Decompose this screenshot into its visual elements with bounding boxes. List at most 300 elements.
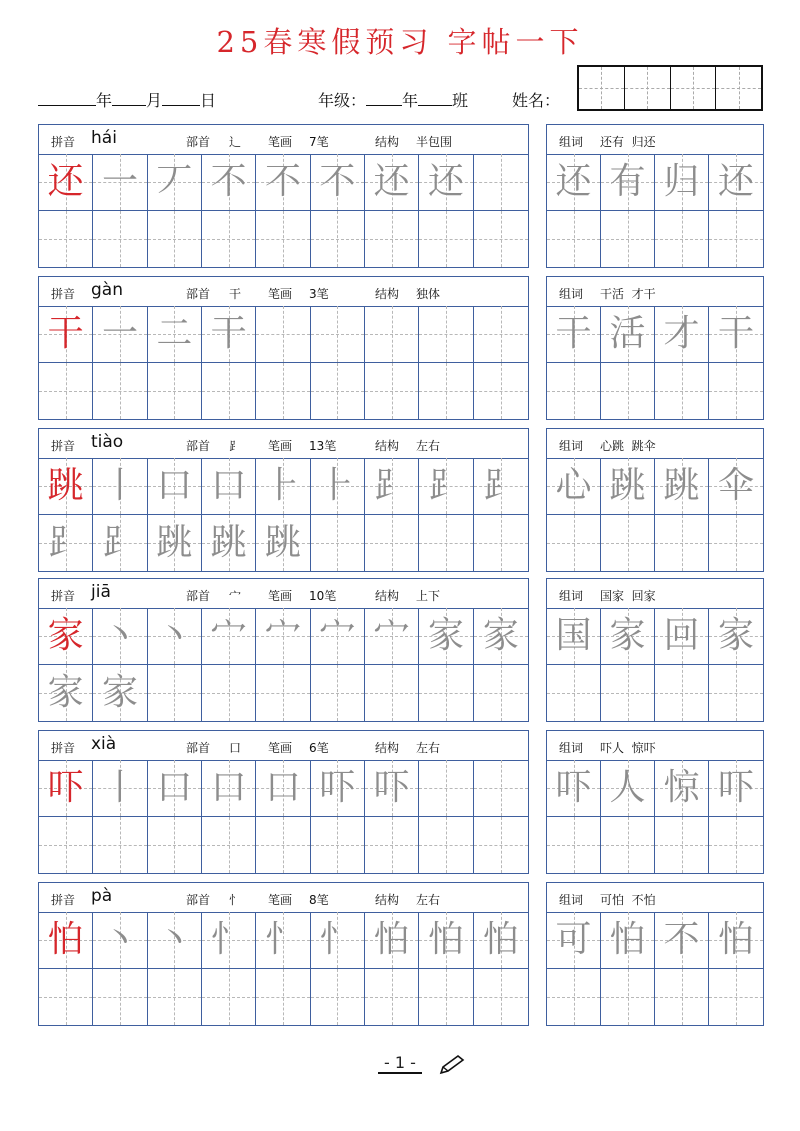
stroke-step: 跳 — [210, 521, 247, 563]
word-cell[interactable] — [655, 458, 709, 515]
pinyin-label: 拼音 — [51, 589, 76, 603]
structure-value: 半包围 — [416, 135, 453, 149]
stroke-step: 忄 — [319, 918, 356, 960]
word-cell[interactable] — [601, 306, 655, 363]
practice-cell[interactable] — [148, 458, 202, 515]
practice-cell[interactable] — [365, 760, 419, 817]
practice-cell[interactable] — [474, 817, 528, 874]
practice-cell[interactable] — [256, 760, 310, 817]
practice-cell[interactable] — [256, 608, 310, 665]
practice-cell[interactable] — [419, 154, 473, 211]
practice-cell[interactable] — [365, 154, 419, 211]
practice-cell[interactable] — [311, 817, 365, 874]
word-character: 有 — [609, 160, 646, 202]
structure-value: 上下 — [416, 589, 441, 603]
word-cell[interactable] — [601, 760, 655, 817]
word-cell[interactable] — [709, 608, 763, 665]
pinyin-label: 拼音 — [51, 741, 76, 755]
stroke-step: 不 — [210, 160, 247, 202]
word-cell[interactable] — [655, 154, 709, 211]
word-cell[interactable] — [547, 760, 601, 817]
practice-cell[interactable] — [365, 665, 419, 722]
word-cell[interactable] — [547, 608, 601, 665]
practice-cell[interactable] — [419, 912, 473, 969]
practice-cell[interactable] — [474, 154, 528, 211]
stroke-step: 口 — [210, 766, 247, 808]
word-grid — [547, 760, 763, 873]
page-title: 25春寒假预习 字帖一下 — [216, 25, 584, 59]
stroke-step: 家 — [47, 671, 84, 713]
pinyin-value: xià — [91, 734, 117, 754]
stroke-step: 宀 — [319, 614, 356, 656]
practice-cell[interactable] — [419, 211, 473, 268]
practice-cell[interactable] — [474, 608, 528, 665]
structure-value: 左右 — [416, 893, 441, 907]
word-cell[interactable] — [601, 211, 655, 268]
practice-cell[interactable] — [148, 912, 202, 969]
word-cell[interactable] — [655, 211, 709, 268]
practice-cell[interactable] — [256, 515, 310, 572]
stroke-step: ⺊ — [264, 464, 301, 506]
practice-cell[interactable] — [256, 817, 310, 874]
practice-cell[interactable] — [365, 515, 419, 572]
practice-cell[interactable] — [256, 665, 310, 722]
practice-cell[interactable] — [419, 363, 473, 420]
practice-cell[interactable] — [365, 912, 419, 969]
words-label: 组词 — [559, 287, 584, 301]
stroke-step: ⻊ — [47, 521, 84, 563]
practice-cell[interactable] — [202, 211, 256, 268]
pinyin-value: gàn — [91, 280, 123, 300]
words-label: 组词 — [559, 135, 584, 149]
words-value: 可怕 不怕 — [600, 893, 656, 907]
pinyin-value: pà — [91, 886, 113, 906]
practice-cell[interactable] — [311, 760, 365, 817]
stroke-step: 丶 — [156, 918, 193, 960]
practice-cell[interactable] — [39, 211, 93, 268]
practice-cell[interactable] — [256, 969, 310, 1026]
practice-cell[interactable] — [365, 817, 419, 874]
word-info-row — [547, 883, 763, 913]
word-character: 心 — [555, 464, 592, 506]
word-cell[interactable] — [547, 211, 601, 268]
structure-label: 结构 — [375, 741, 400, 755]
practice-cell[interactable] — [311, 306, 365, 363]
practice-cell[interactable] — [419, 760, 473, 817]
practice-cell[interactable] — [39, 515, 93, 572]
word-cell[interactable] — [655, 515, 709, 572]
strokes-value: 6笔 — [309, 741, 329, 755]
word-cell[interactable] — [709, 665, 763, 722]
words-value: 吓人 惊吓 — [600, 741, 656, 755]
word-cell[interactable] — [709, 817, 763, 874]
char-practice-block — [38, 882, 529, 1026]
practice-cell[interactable] — [256, 458, 310, 515]
word-character: 干 — [555, 312, 592, 354]
word-info-row — [547, 731, 763, 761]
strokes-label: 笔画 — [268, 287, 293, 301]
practice-cell[interactable] — [474, 969, 528, 1026]
practice-cell[interactable] — [365, 211, 419, 268]
date-line — [38, 88, 216, 111]
words-value: 心跳 跳伞 — [600, 439, 656, 453]
word-character: 国 — [555, 614, 592, 656]
name-cell[interactable] — [671, 67, 717, 109]
practice-cell[interactable] — [93, 665, 147, 722]
practice-cell[interactable] — [256, 306, 310, 363]
practice-cell[interactable] — [365, 969, 419, 1026]
practice-cell[interactable] — [148, 760, 202, 817]
practice-cell[interactable] — [256, 363, 310, 420]
radical-label: 部首 — [186, 589, 211, 603]
practice-cell[interactable] — [148, 515, 202, 572]
structure-label: 结构 — [375, 135, 400, 149]
grade-year-label: 年 — [402, 91, 419, 110]
practice-cell[interactable] — [419, 306, 473, 363]
strokes-value: 7笔 — [309, 135, 329, 149]
practice-cell[interactable] — [148, 608, 202, 665]
structure-value: 独体 — [416, 287, 441, 301]
word-cell[interactable] — [601, 363, 655, 420]
practice-cell[interactable] — [148, 665, 202, 722]
practice-cell[interactable] — [311, 912, 365, 969]
practice-cell[interactable] — [311, 211, 365, 268]
word-cell[interactable] — [601, 665, 655, 722]
words-label: 组词 — [559, 893, 584, 907]
word-cell[interactable] — [601, 817, 655, 874]
radical-label: 部首 — [186, 741, 211, 755]
model-character: 怕 — [47, 918, 84, 960]
strokes-value: 13笔 — [309, 439, 337, 453]
strokes-label: 笔画 — [268, 893, 293, 907]
strokes-label: 笔画 — [268, 135, 293, 149]
practice-cell[interactable] — [311, 608, 365, 665]
word-cell[interactable] — [601, 969, 655, 1026]
practice-cell[interactable] — [311, 458, 365, 515]
practice-cell[interactable] — [256, 912, 310, 969]
stroke-step: 跳 — [156, 521, 193, 563]
practice-cell[interactable] — [474, 363, 528, 420]
practice-cell[interactable] — [202, 515, 256, 572]
word-cell[interactable] — [655, 608, 709, 665]
practice-cell[interactable] — [148, 154, 202, 211]
stroke-step: ⻊ — [427, 464, 464, 506]
stroke-step: 一 — [101, 160, 138, 202]
practice-cell[interactable] — [93, 912, 147, 969]
word-cell[interactable] — [547, 458, 601, 515]
word-cell[interactable] — [709, 458, 763, 515]
practice-cell[interactable] — [39, 665, 93, 722]
word-character: 人 — [609, 766, 646, 808]
word-cell[interactable] — [547, 912, 601, 969]
practice-cell[interactable] — [39, 912, 93, 969]
practice-cell[interactable] — [93, 306, 147, 363]
practice-cell[interactable] — [419, 665, 473, 722]
practice-cell[interactable] — [93, 154, 147, 211]
word-character: 怕 — [609, 918, 646, 960]
practice-cell[interactable] — [474, 515, 528, 572]
word-character: 干 — [717, 312, 754, 354]
practice-cell[interactable] — [202, 363, 256, 420]
practice-cell[interactable] — [148, 306, 202, 363]
words-label: 组词 — [559, 741, 584, 755]
grade-label: 年级： — [318, 91, 367, 110]
practice-cell[interactable] — [311, 363, 365, 420]
practice-cell[interactable] — [474, 211, 528, 268]
grade-line — [318, 88, 468, 111]
word-cell[interactable] — [709, 211, 763, 268]
word-character: 怕 — [717, 918, 754, 960]
practice-cell[interactable] — [256, 211, 310, 268]
practice-cell[interactable] — [39, 363, 93, 420]
practice-cell[interactable] — [148, 211, 202, 268]
practice-cell[interactable] — [474, 912, 528, 969]
practice-cell[interactable] — [365, 306, 419, 363]
stroke-step: 丶 — [156, 614, 193, 656]
word-grid — [547, 306, 763, 419]
practice-cell[interactable] — [202, 760, 256, 817]
practice-grid — [39, 912, 528, 1025]
practice-cell[interactable] — [93, 760, 147, 817]
word-cell[interactable] — [709, 154, 763, 211]
practice-cell[interactable] — [93, 211, 147, 268]
practice-cell[interactable] — [365, 363, 419, 420]
strokes-label: 笔画 — [268, 589, 293, 603]
practice-cell[interactable] — [202, 817, 256, 874]
model-character: 吓 — [47, 766, 84, 808]
practice-cell[interactable] — [202, 154, 256, 211]
stroke-step: ⺊ — [319, 464, 356, 506]
radical-value: 干 — [229, 287, 242, 301]
word-character: 还 — [555, 160, 592, 202]
char-practice-block — [38, 428, 529, 572]
word-cell[interactable] — [655, 363, 709, 420]
practice-cell[interactable] — [93, 515, 147, 572]
word-cell[interactable] — [601, 515, 655, 572]
practice-cell[interactable] — [148, 363, 202, 420]
word-cell[interactable] — [547, 306, 601, 363]
stroke-step: 口 — [156, 766, 193, 808]
stroke-step: ⻊ — [373, 464, 410, 506]
stroke-step: 丨 — [101, 766, 138, 808]
word-cell[interactable] — [547, 154, 601, 211]
pencil-icon — [438, 1054, 466, 1076]
practice-cell[interactable] — [39, 817, 93, 874]
practice-cell[interactable] — [39, 608, 93, 665]
practice-cell[interactable] — [311, 515, 365, 572]
word-character: 吓 — [555, 766, 592, 808]
word-cell[interactable] — [655, 306, 709, 363]
stroke-step: ⻊ — [482, 464, 519, 506]
word-practice-block — [546, 578, 764, 722]
practice-cell[interactable] — [39, 969, 93, 1026]
practice-grid — [39, 458, 528, 571]
word-cell[interactable] — [655, 665, 709, 722]
char-info-row — [39, 125, 528, 155]
stroke-step: 丆 — [156, 160, 193, 202]
word-cell[interactable] — [655, 912, 709, 969]
name-label: 姓名： — [512, 91, 561, 110]
pinyin-label: 拼音 — [51, 893, 76, 907]
practice-cell[interactable] — [39, 760, 93, 817]
stroke-step: 不 — [319, 160, 356, 202]
word-character: 可 — [555, 918, 592, 960]
name-cell[interactable] — [579, 67, 625, 109]
word-character: 还 — [717, 160, 754, 202]
word-cell[interactable] — [655, 760, 709, 817]
word-grid — [547, 608, 763, 721]
practice-cell[interactable] — [474, 760, 528, 817]
practice-cell[interactable] — [419, 608, 473, 665]
stroke-step: 丶 — [101, 918, 138, 960]
practice-cell[interactable] — [93, 363, 147, 420]
practice-cell[interactable] — [365, 458, 419, 515]
word-character: 回 — [663, 614, 700, 656]
strokes-value: 10笔 — [309, 589, 337, 603]
practice-cell[interactable] — [419, 969, 473, 1026]
stroke-step: 口 — [156, 464, 193, 506]
practice-cell[interactable] — [474, 458, 528, 515]
practice-grid — [39, 760, 528, 873]
word-info-row — [547, 125, 763, 155]
practice-cell[interactable] — [311, 154, 365, 211]
word-info-row — [547, 579, 763, 609]
word-character: 跳 — [663, 464, 700, 506]
model-character: 跳 — [47, 464, 84, 506]
practice-cell[interactable] — [202, 608, 256, 665]
word-character: 不 — [663, 918, 700, 960]
word-cell[interactable] — [601, 912, 655, 969]
practice-cell[interactable] — [311, 969, 365, 1026]
word-grid — [547, 912, 763, 1025]
pinyin-label: 拼音 — [51, 135, 76, 149]
name-input-grid[interactable] — [577, 65, 763, 111]
stroke-step: 家 — [101, 671, 138, 713]
char-practice-block — [38, 124, 529, 268]
pinyin-label: 拼音 — [51, 439, 76, 453]
practice-cell[interactable] — [311, 665, 365, 722]
practice-cell[interactable] — [202, 458, 256, 515]
word-character: 跳 — [609, 464, 646, 506]
char-practice-block — [38, 730, 529, 874]
word-cell[interactable] — [655, 969, 709, 1026]
practice-cell[interactable] — [202, 969, 256, 1026]
practice-cell[interactable] — [93, 458, 147, 515]
practice-grid — [39, 154, 528, 267]
strokes-value: 8笔 — [309, 893, 329, 907]
practice-cell[interactable] — [93, 608, 147, 665]
stroke-step: 口 — [210, 464, 247, 506]
practice-cell[interactable] — [148, 969, 202, 1026]
practice-cell[interactable] — [419, 458, 473, 515]
word-character: 惊 — [663, 766, 700, 808]
word-cell[interactable] — [547, 515, 601, 572]
radical-value: 宀 — [229, 589, 242, 603]
practice-cell[interactable] — [474, 306, 528, 363]
stroke-step: 不 — [264, 160, 301, 202]
practice-cell[interactable] — [474, 665, 528, 722]
radical-value: 口 — [229, 741, 242, 755]
class-label: 班 — [452, 91, 469, 110]
word-character: 家 — [609, 614, 646, 656]
practice-cell[interactable] — [39, 306, 93, 363]
practice-cell[interactable] — [419, 817, 473, 874]
word-cell[interactable] — [601, 458, 655, 515]
pinyin-value: tiào — [91, 432, 124, 452]
stroke-step: 家 — [427, 614, 464, 656]
radical-value: 忄 — [229, 893, 242, 907]
word-cell[interactable] — [709, 912, 763, 969]
practice-cell[interactable] — [202, 912, 256, 969]
structure-value: 左右 — [416, 741, 441, 755]
practice-cell[interactable] — [419, 515, 473, 572]
name-cell[interactable] — [625, 67, 671, 109]
word-cell[interactable] — [547, 817, 601, 874]
practice-cell[interactable] — [365, 608, 419, 665]
radical-label: 部首 — [186, 287, 211, 301]
practice-cell[interactable] — [202, 306, 256, 363]
stroke-step: 忄 — [210, 918, 247, 960]
strokes-value: 3笔 — [309, 287, 329, 301]
stroke-step: 丶 — [101, 614, 138, 656]
practice-cell[interactable] — [39, 154, 93, 211]
word-cell[interactable] — [709, 363, 763, 420]
word-cell[interactable] — [709, 760, 763, 817]
word-cell[interactable] — [709, 306, 763, 363]
words-value: 还有 归还 — [600, 135, 656, 149]
word-character: 活 — [609, 312, 646, 354]
word-practice-block — [546, 428, 764, 572]
word-character: 吓 — [717, 766, 754, 808]
practice-cell[interactable] — [39, 458, 93, 515]
word-cell[interactable] — [601, 154, 655, 211]
pinyin-value: hái — [91, 128, 117, 148]
stroke-step: 宀 — [373, 614, 410, 656]
word-cell[interactable] — [547, 363, 601, 420]
month-label: 月 — [146, 91, 163, 110]
stroke-step: 丨 — [101, 464, 138, 506]
practice-cell[interactable] — [148, 817, 202, 874]
structure-label: 结构 — [375, 589, 400, 603]
word-info-row — [547, 277, 763, 307]
word-grid — [547, 458, 763, 571]
word-cell[interactable] — [709, 969, 763, 1026]
pinyin-value: jiā — [91, 582, 111, 602]
stroke-step: 怕 — [373, 918, 410, 960]
word-cell[interactable] — [709, 515, 763, 572]
practice-cell[interactable] — [202, 665, 256, 722]
word-cell[interactable] — [655, 817, 709, 874]
radical-value: ⻊ — [229, 439, 242, 453]
word-character: 才 — [663, 312, 700, 354]
word-cell[interactable] — [601, 608, 655, 665]
day-label: 日 — [200, 91, 217, 110]
word-cell[interactable] — [547, 969, 601, 1026]
practice-cell[interactable] — [93, 817, 147, 874]
char-info-row — [39, 731, 528, 761]
practice-cell[interactable] — [93, 969, 147, 1026]
word-cell[interactable] — [547, 665, 601, 722]
practice-cell[interactable] — [256, 154, 310, 211]
stroke-step: 还 — [373, 160, 410, 202]
words-value: 干活 才干 — [600, 287, 656, 301]
word-practice-block — [546, 124, 764, 268]
model-character: 家 — [47, 614, 84, 656]
stroke-step: 吓 — [319, 766, 356, 808]
radical-label: 部首 — [186, 135, 211, 149]
name-cell[interactable] — [716, 67, 761, 109]
char-info-row — [39, 277, 528, 307]
